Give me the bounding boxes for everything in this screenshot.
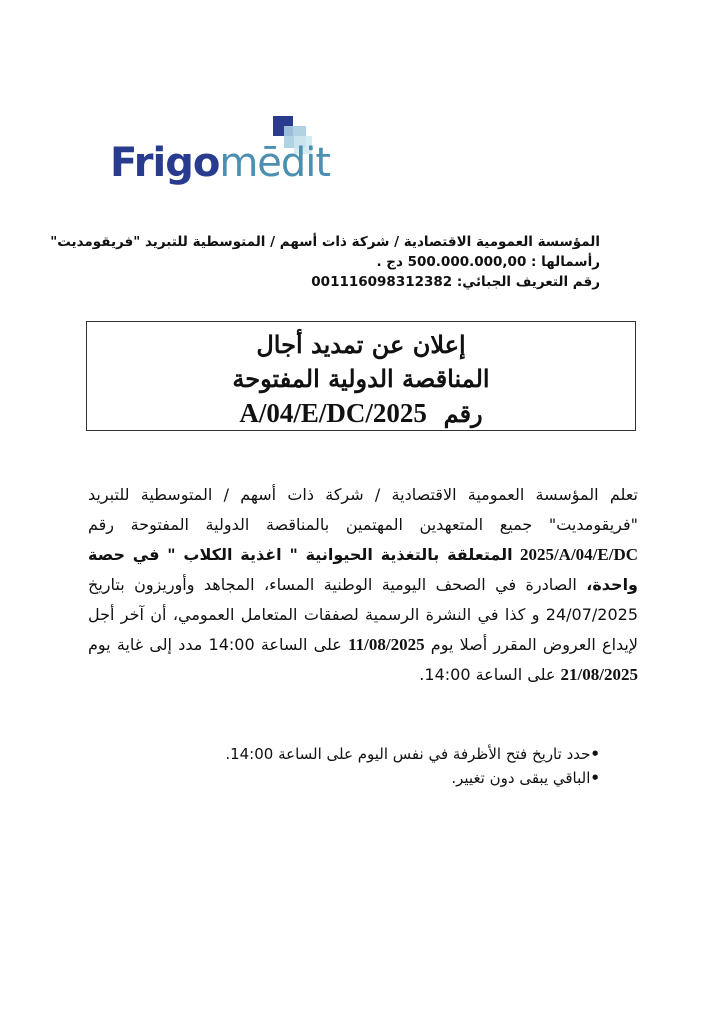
logo-frigo: Frigo	[110, 140, 220, 186]
list-item	[120, 766, 600, 790]
list-item	[120, 742, 600, 766]
logo-wordmark	[110, 140, 330, 186]
body-part-1: تعلم المؤسسة العمومية الاقتصادية / شركة ذات أسهم / المتوسطية للتبريد "فريقومديت" جميع المتعهدين المهتمين بالمناقصة الدولية المفتوحة رقم	[88, 485, 638, 534]
title-ref-number: A/04/E/DC/2025	[239, 398, 427, 428]
company-header	[50, 232, 600, 292]
title-line-1: إعلان عن تمديد أجال	[256, 330, 466, 359]
frigomedit-logo	[110, 116, 331, 196]
body-part-3: الصادرة في الصحف اليومية الوطنية المساء، المجاهد وأوريزون بتاريخ 24/07/2025 و كذا في النشرة الرسمية لصفقات المتعامل العمومي، أن آخر أجل لإيداع العروض المقرر أصلا يوم	[88, 575, 638, 654]
logo-medit: mēdit	[219, 140, 331, 186]
bullet-marker: •	[590, 769, 600, 787]
bullet-marker: •	[590, 745, 600, 763]
notes-list	[120, 742, 600, 790]
announcement-title-box	[86, 321, 636, 431]
body-part-2: المتعلقة بالتغذية الحيوانية " اغذية الكلاب " في حصة واحدة،	[88, 545, 638, 594]
title-ref-prefix: رقم	[443, 399, 483, 428]
company-name: المؤسسة العمومية الاقتصادية / شركة ذات أسهم / المتوسطية للتبريد "فريقومديت"	[50, 234, 600, 250]
body-part-4: على الساعة 14:00 مدد إلى غاية يوم	[88, 635, 342, 654]
company-tax-id: رقم التعريف الجبائي: 001116098312382	[311, 274, 600, 290]
announcement-body	[88, 480, 638, 690]
bullet-text: الباقي يبقى دون تغيير.	[451, 769, 591, 787]
body-ref: 2025/A/04/E/DC	[519, 545, 638, 564]
title-line-3	[87, 396, 635, 431]
bullet-text: حدد تاريخ فتح الأظرفة في نفس اليوم على الساعة 14:00.	[225, 745, 591, 763]
body-part-5: على الساعة 14:00.	[419, 665, 556, 684]
body-paragraph	[88, 480, 638, 690]
title-line-2: المناقصة الدولية المفتوحة	[232, 364, 490, 393]
company-capital: رأسمالها : 500.000.000,00 دج .	[376, 254, 600, 270]
body-date-new: 21/08/2025	[560, 665, 638, 684]
body-date-original: 11/08/2025	[348, 635, 425, 654]
